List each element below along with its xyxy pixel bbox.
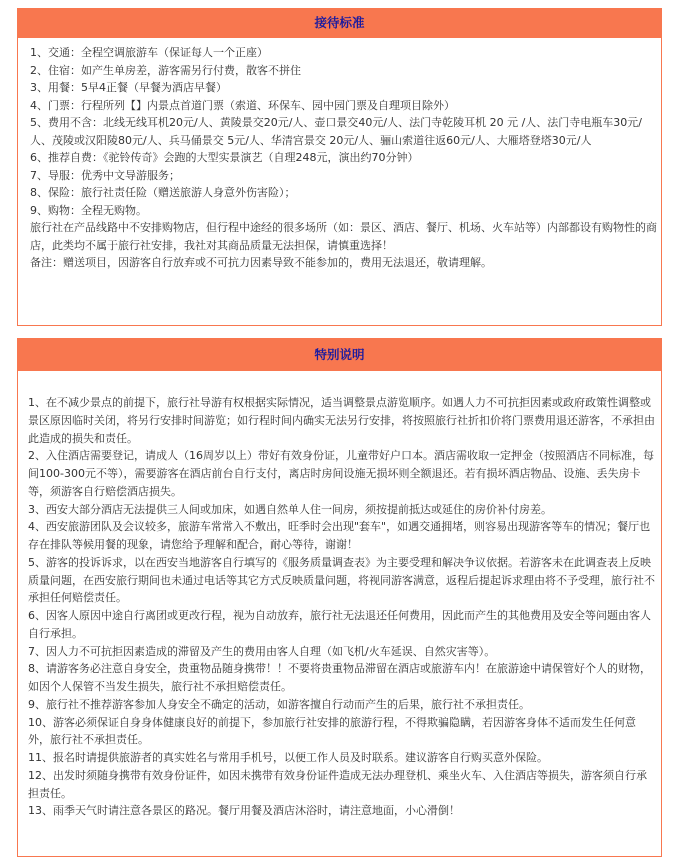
reception-item: 6、推荐自费：《驼铃传奇》会跑的大型实景演艺（自理248元，演出约70分钟）	[30, 151, 419, 164]
reception-item: 4、门票：行程所列【】内景点首道门票（索道、环保车、园中园门票及自理项目除外）	[30, 98, 455, 112]
special-item: 5、游客的投诉诉求，以在西安当地游客自行填写的《服务质量调查表》为主要受理和解决争议依据。若游客未在此调查表上反映质量问题，在西安旅行期间也未通过电话等其它方式反映质量问题，将视同游客满意，返程后提起诉求理由将不予受理，旅行社不承担任何赔偿责任。	[28, 555, 655, 605]
reception-standard-box	[17, 38, 662, 326]
remark-note: 备注：赠送项目，因游客自行放弃或不可抗力因素导致不能参加的，费用无法退还，敬请理解。	[30, 256, 492, 269]
special-notes-title: 特别说明	[314, 347, 365, 362]
reception-item: 5、费用不含：北线无线耳机20元/人、黄陵景交20元/人、壶口景交40元/人、法门寺乾陵耳机 20 元 /人、法门寺电瓶车30元/人、茂陵或汉阳陵80元/人、兵马俑景交 5元/人、华清宫景交 20元/人、骊山索道往返60元/人、大雁塔登塔30元/人	[30, 116, 643, 147]
reception-item: 2、住宿：如产生单房差，游客需另行付费，散客不拼住	[30, 63, 301, 77]
special-item: 9、旅行社不推荐游客参加人身安全不确定的活动，如游客擅自行动而产生的后果，旅行社不承担责任。	[28, 697, 530, 711]
special-item: 10、游客必须保证自身身体健康良好的前提下，参加旅行社安排的旅游行程，不得欺骗隐瞒，若因游客身体不适而发生任何意外，旅行社不承担责任。	[28, 715, 636, 747]
special-item: 12、出发时须随身携带有效身份证件，如因未携带有效身份证件造成无法办理登机、乘坐火车、入住酒店等损失，游客须自行承担责任。	[28, 768, 647, 800]
special-item: 8、请游客务必注意自身安全，贵重物品随身携带！！不要将贵重物品滞留在酒店或旅游车内！在旅游途中请保管好个人的财物，如因个人保管不当发生损失，旅行社不承担赔偿责任。	[28, 662, 651, 693]
reception-item: 1、交通：全程空调旅游车（保证每人一个正座）	[30, 46, 268, 59]
special-item: 13、雨季天气时请注意各景区的路况。餐厅用餐及酒店沐浴时，请注意地面，小心滑倒！	[28, 804, 460, 818]
special-item: 3、西安大部分酒店无法提供三人间或加床，如遇自然单人住一间房，须按提前抵达或延住的房价补付房差。	[28, 502, 552, 516]
reception-item: 3、用餐：5早4正餐（早餐为酒店早餐）	[30, 81, 227, 94]
reception-item: 9、购物：全程无购物。	[30, 203, 147, 217]
special-item: 4、西安旅游团队及会议较多，旅游车常常入不敷出，旺季时会出现"套车"，如遇交通拥堵，则容易出现游客等车的情况；餐厅也存在排队等候用餐的现象，请您给予理解和配合，耐心等待，谢谢！	[28, 520, 651, 551]
shopping-note: 旅行社在产品线路中不安排购物店，但行程中途经的很多场所（如：景区、酒店、餐厅、机场、火车站等）内部都设有购物性的商店，此类均不属于旅行社安排，我社对其商品质量无法担保，请慎重选择！	[30, 221, 657, 252]
special-item: 1、在不减少景点的前提下，旅行社导游有权根据实际情况，适当调整景点游览顺序。如遇人力不可抗拒因素或政府政策性调整或景区原因临时关闭，将另行安排时间游览；如行程时间内确实无法另行安排，将按照旅行社折扣价将门票费用退还游客，不承担由此造成的损失和责任。	[28, 396, 655, 445]
reception-standard-title: 接待标准	[314, 15, 365, 30]
special-item: 2、入住酒店需要登记，请成人（16周岁以上）带好有效身份证，儿童带好户口本。酒店需收取一定押金（按照酒店不同标准，每间100-300元不等），需要游客在酒店前台自行支付，离店时房间设施无损坏则全额退还。若有损坏酒店物品、设施、丢失房卡等，须游客自行赔偿酒店损失。	[28, 449, 654, 498]
special-item: 6、因客人原因中途自行离团或更改行程，视为自动放弃，旅行社无法退还任何费用，因此而产生的其他费用及安全等问题由客人自行承担。	[28, 609, 651, 640]
special-notes-header	[17, 338, 662, 371]
special-item: 7、因人力不可抗拒因素造成的滞留及产生的费用由客人自理（如飞机/火车延误、自然灾害等）。	[28, 644, 496, 658]
reception-item: 7、导服：优秀中文导游服务；	[30, 168, 180, 182]
reception-item: 8、保险：旅行社责任险（赠送旅游人身意外伤害险）；	[30, 186, 296, 199]
special-notes-box	[17, 371, 662, 857]
special-item: 11、报名时请提供旅游者的真实姓名与常用手机号，以便工作人员及时联系。建议游客自行购买意外保险。	[28, 751, 548, 764]
reception-standard-header	[17, 8, 662, 38]
